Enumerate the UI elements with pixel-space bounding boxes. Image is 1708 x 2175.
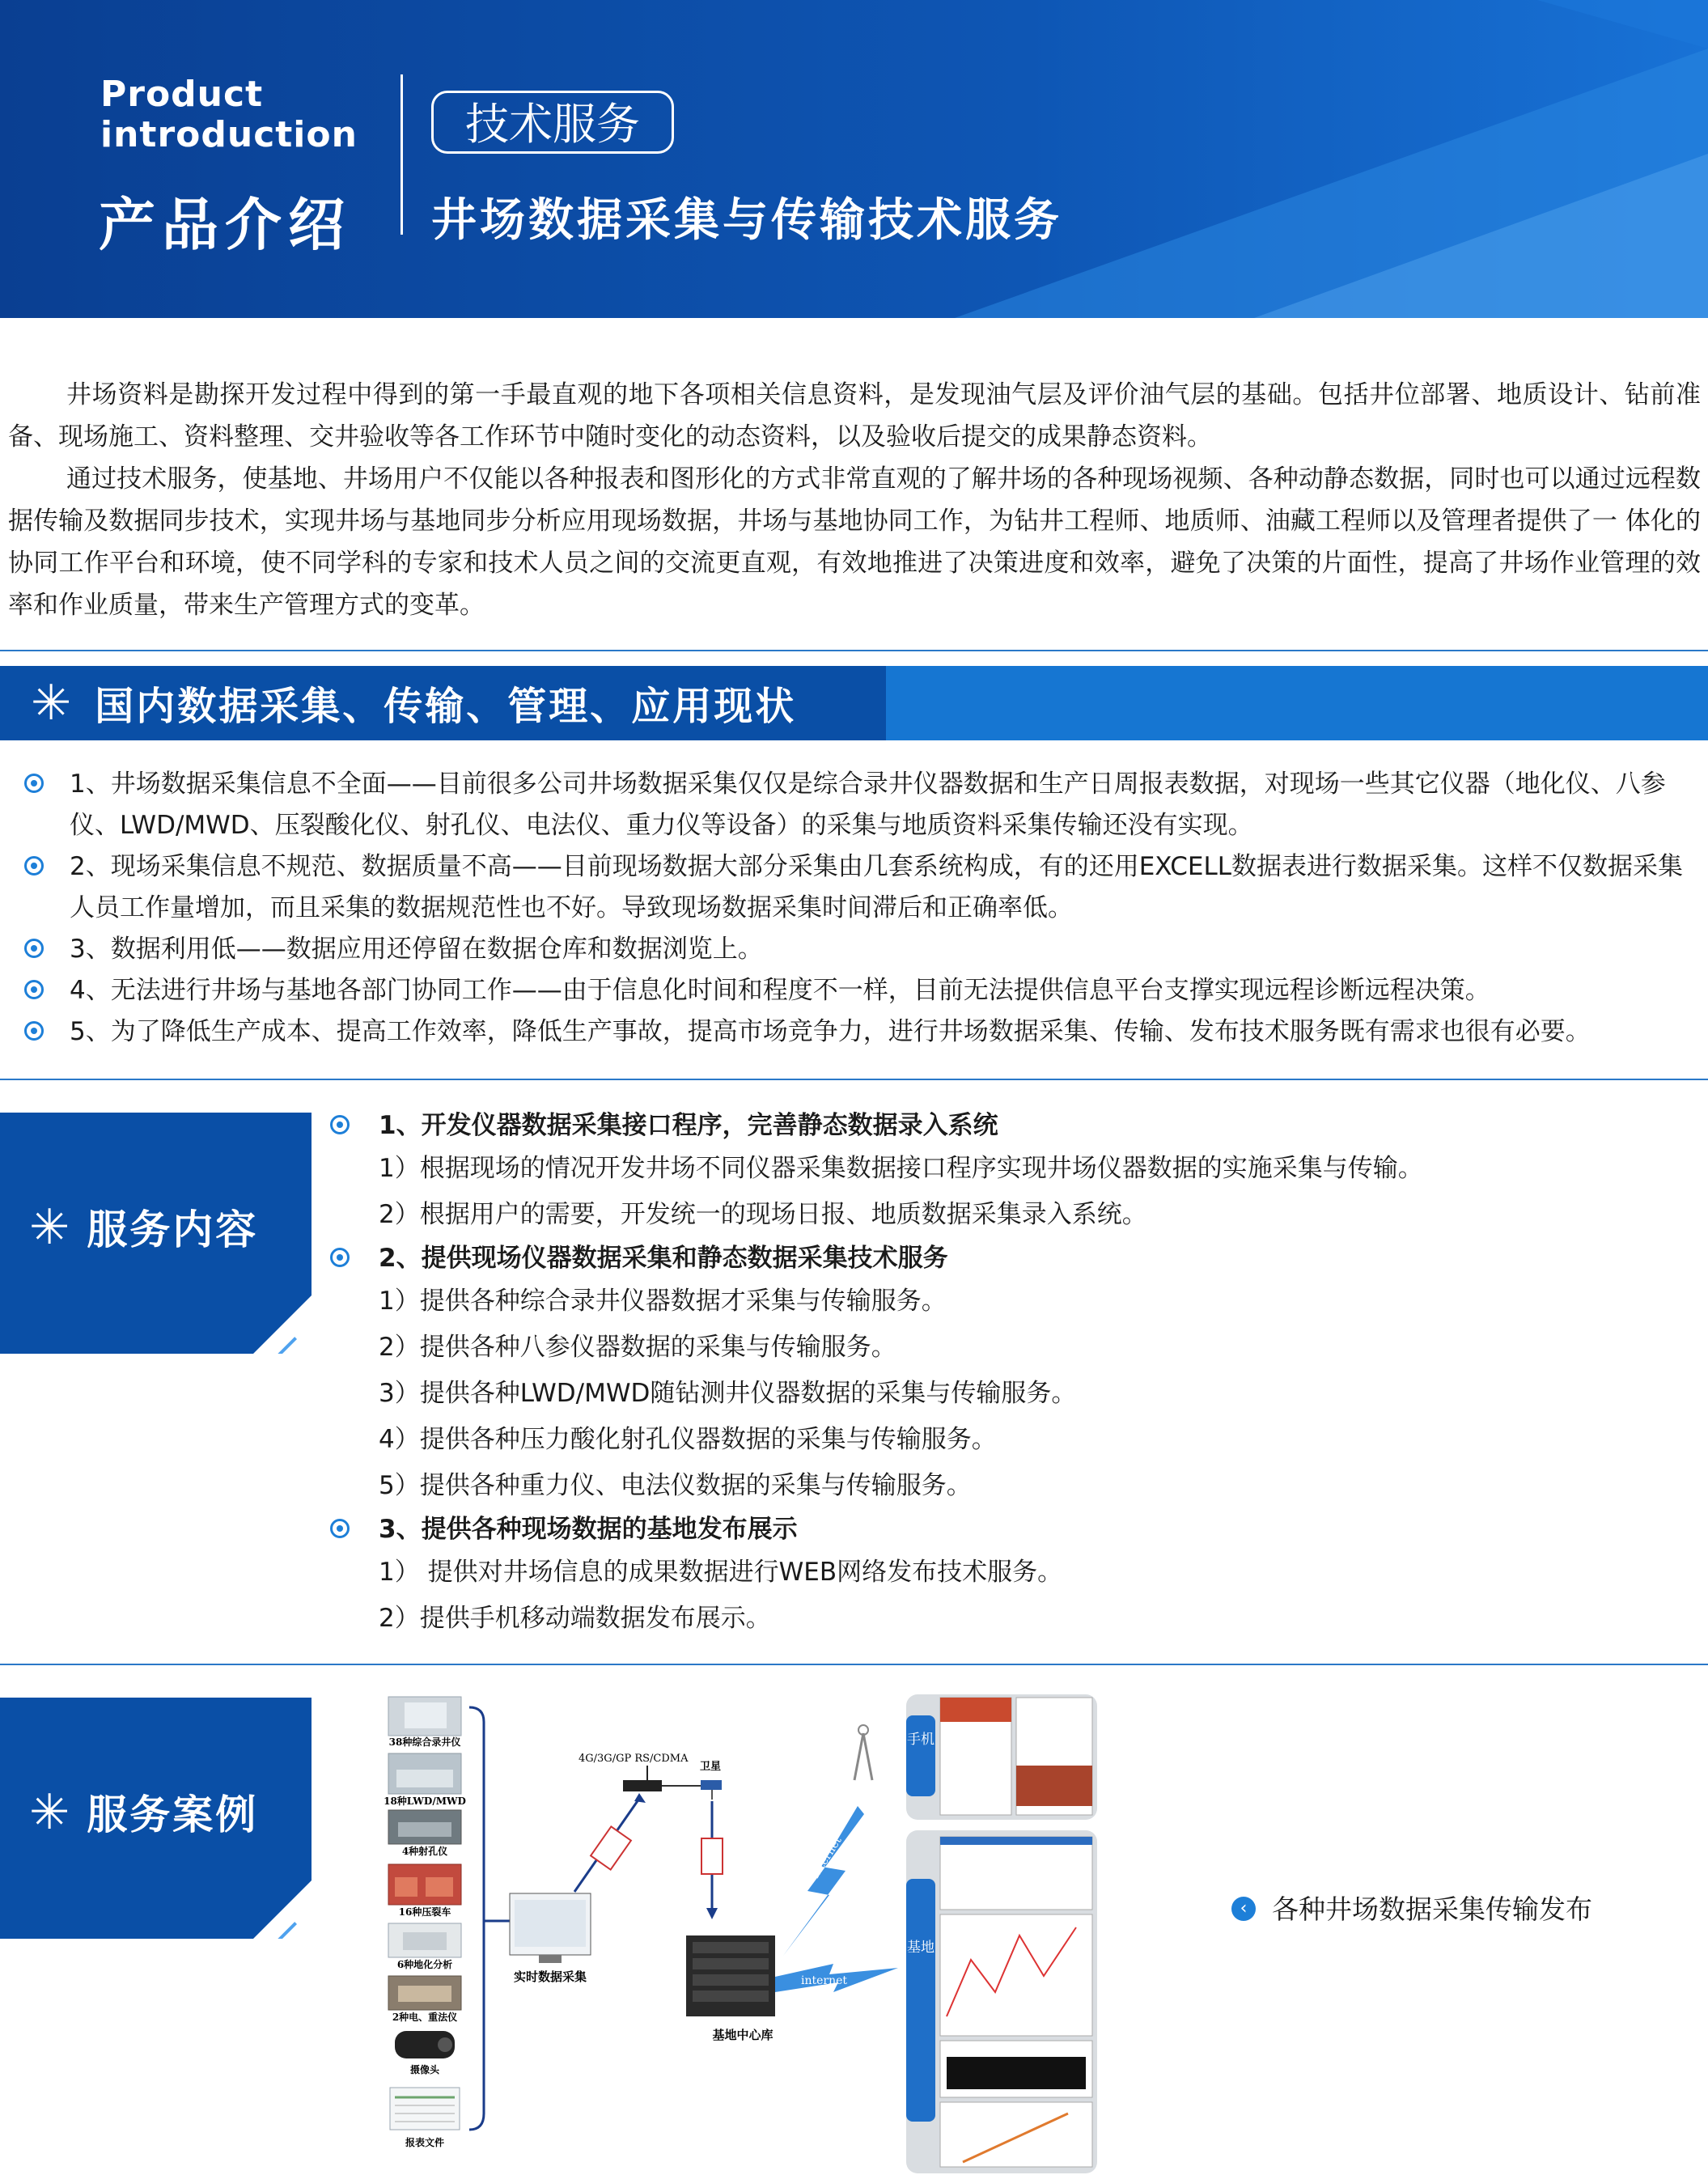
device-photo-detail [396,1770,453,1787]
server-rack-icon [686,1935,775,2016]
device-label: 4种射孔仪 [401,1846,448,1857]
service-content-list [330,1105,1697,1642]
target-bullet-icon [24,1021,44,1041]
list-item-text: 4、无法进行井场与基地各部门协同工作——由于信息化时间和程度不一样，目前无法提供信息平台支撑实现远程诊断远程决策。 [70,976,1490,1005]
target-bullet-icon [24,980,44,999]
asterisk-icon: ✳ [31,675,74,731]
page-header [0,0,1708,318]
service-group-heading [330,1238,1697,1278]
collector-computer-icon [510,1893,591,1963]
list-item-text: 1、井场数据采集信息不全面——目前很多公司井场数据采集仅仅是综合录井仪器数据和生产日周报表数据，对现场一些其它仪器（地化仪、八参仪、LWD/MWD、压裂酸化仪、射孔仪、电法仪、重力仪等设备）的采集与地质资料采集传输还没有实现。 [70,770,1666,840]
service-item: 1） 提供对井场信息的成果数据进行WEB网络发布技术服务。 [379,1558,1063,1587]
list-item-text: 3、数据利用低——数据应用还停留在数据仓库和数据浏览上。 [70,935,763,964]
tower-leg [854,1733,863,1780]
service-item: 3）提供各种LWD/MWD随钻测井仪器数据的采集与传输服务。 [379,1379,1077,1408]
base-screenshot-2 [940,1914,1092,2036]
intro-paragraph-1: 井场资料是勘探开发过程中得到的第一手最直观的地下各项相关信息资料，是发现油气层及评价油气层的基础。包括井位部署、地质设计、钻前准备、现场施工、资料整理、交井验收等各工作环节中随时变化的动态资料，以及验收后提交的成果静态资料。 [8,380,1701,452]
internet-label-2: internet [801,1974,848,1987]
base-screenshot-header [940,1837,1092,1845]
service-case-title [29,1783,258,1841]
device-label: 16种压裂车 [398,1906,451,1918]
service-content-title [29,1198,258,1256]
satellite-icon [701,1780,722,1790]
list-item [24,929,1699,970]
list-item [24,970,1699,1011]
service-group-heading [330,1509,1697,1550]
data-packet-icon [591,1826,631,1869]
header-divider [401,74,403,235]
report-file-icon [390,2088,460,2130]
device-photo-detail [426,1877,453,1897]
service-item: 1）提供各种综合录井仪器数据才采集与传输服务。 [379,1287,947,1316]
case-caption-text: 各种井场数据采集传输发布 [1272,1893,1592,1925]
device-thumbnails [384,1697,466,2148]
list-item [24,846,1699,929]
device-photo-detail [403,1932,447,1950]
target-bullet-icon [24,939,44,958]
base-panel [906,1830,1097,2173]
device-label: 38种综合录井仪 [388,1736,461,1748]
header-background [0,0,1708,318]
list-item-text: 5、为了降低生产成本、提高工作效率，降低生产事故，提高市场竞争力，进行井场数据采集、传输、发布技术服务既有需求也很有必要。 [70,1017,1591,1046]
service-content-title-text: 服务内容 [87,1206,259,1253]
device-photo-detail [395,1877,417,1897]
base-panel-tab [906,1879,935,2122]
data-packet-icon [701,1838,723,1874]
base-screenshot-1 [940,1837,1092,1910]
service-group-heading-text: 3、提供各种现场数据的基地发布展示 [379,1515,798,1544]
intro-text [8,374,1701,626]
arrow-head [706,1908,718,1919]
chevron-left-icon: ‹ [1231,1897,1256,1921]
base-screenshot-4 [940,2102,1092,2167]
list-item [24,1011,1699,1053]
page-subtitle: 井场数据采集与传输技术服务 [431,194,1062,247]
service-group-heading [330,1105,1697,1146]
list-item-text: 2、现场采集信息不规范、数据质量不高——目前现场数据大部分采集由几套系统构成，有的还用EXCELL数据表进行数据采集。这样不仅数据采集人员工作量增加，而且采集的数据规范性也不好。导致现场数据采集时间滞后和正确率低。 [70,852,1684,922]
case-caption [1231,1889,1592,1930]
service-group-heading-text: 1、开发仪器数据采集接口程序，完善静态数据录入系统 [379,1111,998,1140]
collector-screen-content [515,1900,586,1947]
service-item: 2）提供各种八参仪器数据的采集与传输服务。 [379,1333,896,1362]
server-label: 基地中心库 [712,2028,773,2042]
chinese-title: 产品介绍 [99,192,351,258]
phone-label: 手机 [907,1732,935,1748]
network-label: 4G/3G/GP RS/CDMA [579,1753,689,1765]
divider-line [0,1079,1708,1080]
service-item: 1）根据现场的情况开发井场不同仪器采集数据接口程序实现井场仪器数据的实施采集与传输。 [379,1154,1423,1183]
status-list [24,764,1699,1053]
device-bracket [469,1707,484,2130]
service-item: 5）提供各种重力仪、电法仪数据的采集与传输服务。 [379,1471,972,1500]
asterisk-icon: ✳ [29,1199,73,1256]
section-status-banner [0,666,1708,740]
list-item [24,764,1699,846]
phone-panel [906,1694,1097,1820]
corner-cut [253,1295,312,1354]
service-case-label-box [0,1698,312,1939]
english-title-line1: Product [100,74,264,115]
device-photo-detail [405,1702,447,1728]
server-unit [693,1942,769,1953]
device-label: 18种LWD/MWD [384,1796,466,1807]
english-title [100,74,358,155]
service-case-title-text: 服务案例 [87,1791,259,1838]
collector-stand [539,1955,562,1963]
divider-line [0,1664,1708,1665]
collector-label: 实时数据采集 [513,1969,587,1984]
device-photo-detail [398,1822,451,1837]
device-label: 摄像头 [409,2064,440,2075]
service-content-label-box [0,1113,312,1354]
internet-link-bolt-1 [783,1806,864,1956]
device-label: 报表文件 [405,2137,445,2148]
radio-tower-icon [854,1725,872,1780]
server-unit [693,1991,769,2002]
service-item: 2）提供手机移动端数据发布展示。 [379,1604,771,1633]
internet-label-1: internet [808,1834,845,1881]
target-bullet-icon [24,856,44,876]
service-item: 2）根据用户的需要，开发统一的现场日报、地质数据采集录入系统。 [379,1200,1147,1229]
category-tag: 技术服务 [431,91,674,154]
server-unit [693,1974,769,1986]
camera-lens [438,2037,452,2052]
tower-leg [863,1733,872,1780]
target-bullet-icon [24,774,44,793]
target-bullet-icon [330,1115,350,1134]
service-item: 4）提供各种压力酸化射孔仪器数据的采集与传输服务。 [379,1425,997,1454]
asterisk-icon: ✳ [29,1784,73,1841]
target-bullet-icon [330,1519,350,1538]
phone-screenshot-photo [1016,1766,1092,1806]
section-status-title [31,666,796,740]
corner-cut [253,1880,312,1939]
phone-screenshot-banner [940,1698,1011,1722]
target-bullet-icon [330,1248,350,1267]
phone-panel-tab [906,1715,935,1796]
device-label: 6种地化分析 [396,1959,453,1970]
intro-paragraph-2: 通过技术服务，使基地、井场用户不仅能以各种报表和图形化的方式非常直观的了解井场的各种现场视频、各种动静态数据，同时也可以通过远程数据传输及数据同步技术，实现井场与基地同步分析应用现场数据，井场与基地协同工作，为钻井工程师、地质师、油藏工程师以及管理者提供了一 体化的协同工作平台和环境，使不同学科的专家和技术人员之间的交流更直观，有效地推进了决策进度和效率，避免了决策的片面性，提高了井场作业管理的效率和作业质量，带来生产管理方式的变革。 [8,464,1701,620]
base-label: 基地 [907,1940,935,1956]
base-screenshot-graph [947,2057,1086,2089]
divider-line [0,650,1708,651]
device-label: 2种电、重法仪 [392,2012,458,2023]
section-status-title-text: 国内数据采集、传输、管理、应用现状 [95,684,797,729]
english-title-line2: introduction [100,114,358,155]
server-unit [693,1958,769,1969]
satellite-label: 卫星 [700,1761,722,1773]
device-photo-detail [398,1986,451,2002]
service-group-heading-text: 2、提供现场仪器数据采集和静态数据采集技术服务 [379,1244,948,1273]
arrow-head [634,1793,646,1803]
modem-icon [623,1780,662,1791]
data-flow-diagram [380,1693,1100,2175]
